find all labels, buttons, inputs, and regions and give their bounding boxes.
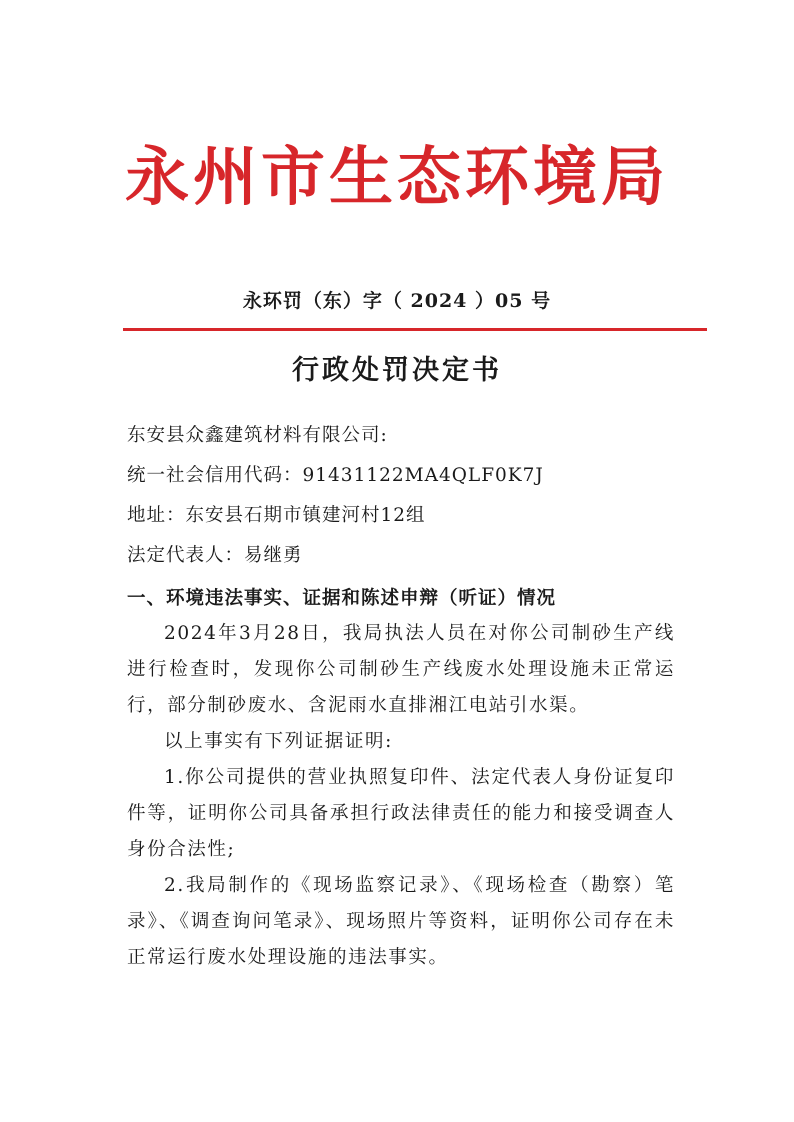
agency-name: 永州市生态环境局 (125, 141, 669, 215)
address: 地址：东安县石期市镇建河村12组 (127, 505, 426, 526)
document-number: 永环罚（东）字（ 2024 ）05 号 (242, 290, 552, 312)
paragraph-facts: 2024年3月28日，我局执法人员在对你公司制砂生产线进行检查时，发现你公司制砂生产线废水处理设施未正常运行，部分制砂废水、含泥雨水直排湘江电站引水渠。 (127, 623, 675, 716)
document-title: 行政处罚决定书 (292, 355, 502, 386)
paragraph-evidence-2: 2.我局制作的《现场监察记录》、《现场检查（勘察）笔录》、《调查询问笔录》、现场照片等资料，证明你公司存在未正常运行废水处理设施的违法事实。 (127, 875, 675, 968)
red-divider (123, 328, 707, 331)
recipient-company: 东安县众鑫建筑材料有限公司: (127, 425, 388, 446)
paragraph-evidence-1: 1.你公司提供的营业执照复印件、法定代表人身份证复印件等，证明你公司具备承担行政法律责任的能力和接受调查人身份合法性; (127, 767, 675, 860)
paragraph-evidence-intro: 以上事实有下列证据证明: (164, 731, 393, 752)
legal-representative: 法定代表人：易继勇 (127, 545, 303, 566)
section-heading: 一、环境违法事实、证据和陈述申辩（听证）情况 (127, 588, 557, 609)
credit-code: 统一社会信用代码：91431122MA4QLF0K7J (127, 465, 544, 486)
